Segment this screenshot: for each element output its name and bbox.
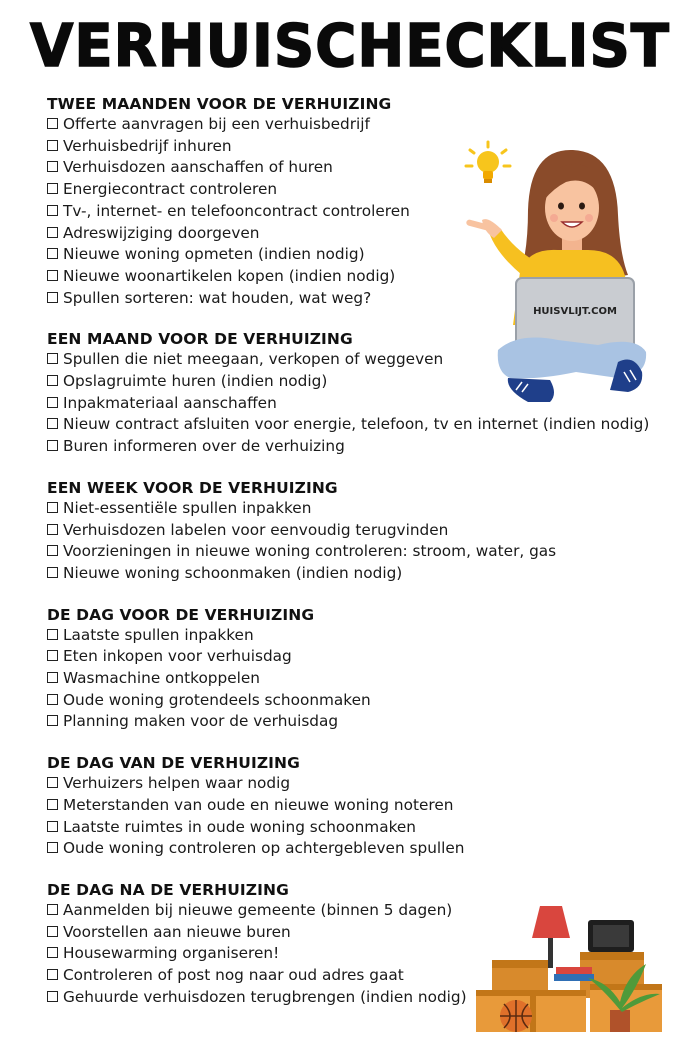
checklist-item: Laatste ruimtes in oude woning schoonmaken [47, 817, 667, 839]
checkbox-icon [47, 777, 58, 788]
checkbox-icon [47, 397, 58, 408]
checkbox-icon [47, 629, 58, 640]
section-heading: EEN WEEK VOOR DE VERHUIZING [47, 478, 338, 497]
checkbox-icon [47, 694, 58, 705]
checklist-item: Buren informeren over de verhuizing [47, 436, 667, 458]
checklist-item: Aanmelden bij nieuwe gemeente (binnen 5 dagen) [47, 900, 667, 922]
basketball-icon [500, 1000, 532, 1032]
checkbox-icon [47, 140, 58, 151]
checklist-item: Wasmachine ontkoppelen [47, 668, 667, 690]
checkbox-icon [47, 502, 58, 513]
checkbox-icon [47, 161, 58, 172]
checkbox-icon [47, 969, 58, 980]
checklist-item: Adreswijziging doorgeven [47, 223, 667, 245]
checkbox-icon [47, 545, 58, 556]
checkbox-icon [47, 248, 58, 259]
lightbulb-icon [466, 142, 510, 183]
checkbox-icon [47, 270, 58, 281]
checkbox-icon [47, 672, 58, 683]
checklist-item: Tv-, internet- en telefooncontract controleren [47, 201, 667, 223]
checkbox-icon [47, 926, 58, 937]
checkbox-icon [47, 183, 58, 194]
checklist-item: Offerte aanvragen bij een verhuisbedrijf [47, 114, 667, 136]
checkbox-icon [47, 227, 58, 238]
checklist-item: Inpakmateriaal aanschaffen [47, 393, 667, 415]
checkbox-icon [47, 821, 58, 832]
checklist-item: Nieuwe woning schoonmaken (indien nodig) [47, 563, 667, 585]
tv-icon [588, 920, 634, 952]
checklist-item: Verhuizers helpen waar nodig [47, 773, 667, 795]
checkbox-icon [47, 524, 58, 535]
checklist-item: Gehuurde verhuisdozen terugbrengen (indien nodig) [47, 987, 667, 1009]
checkbox-icon [47, 440, 58, 451]
checkbox-icon [47, 353, 58, 364]
checklist-item: Eten inkopen voor verhuisdag [47, 646, 667, 668]
checklist-item: Nieuwe woning opmeten (indien nodig) [47, 244, 667, 266]
checklist-item: Housewarming organiseren! [47, 943, 667, 965]
checklist-item: Verhuisdozen labelen voor eenvoudig terugvinden [47, 520, 667, 542]
checklist-item: Oude woning controleren op achtergebleven spullen [47, 838, 667, 860]
checkbox-icon [47, 205, 58, 216]
checklist-item: Voorzieningen in nieuwe woning controleren: stroom, water, gas [47, 541, 667, 563]
checklist-item: Verhuisbedrijf inhuren [47, 136, 667, 158]
checkbox-icon [47, 292, 58, 303]
lamp-icon [532, 906, 570, 968]
checklist-item: Niet-essentiële spullen inpakken [47, 498, 667, 520]
checklist-item: Verhuisdozen aanschaffen of huren [47, 157, 667, 179]
checklist-item: Energiecontract controleren [47, 179, 667, 201]
page-title: VERHUISCHECKLIST [30, 12, 670, 81]
checkbox-icon [47, 567, 58, 578]
checklist-item: Nieuw contract afsluiten voor energie, telefoon, tv en internet (indien nodig) [47, 414, 667, 436]
woman-laptop-illustration [458, 140, 658, 415]
checkbox-icon [47, 118, 58, 129]
section-heading: DE DAG VAN DE VERHUIZING [47, 754, 300, 773]
checklist-item: Oude woning grotendeels schoonmaken [47, 690, 667, 712]
checkbox-icon [47, 375, 58, 386]
section-one-week [47, 478, 667, 585]
checkbox-icon [47, 650, 58, 661]
section-day-before [47, 605, 667, 734]
checkbox-icon [47, 418, 58, 429]
checkbox-icon [47, 842, 58, 853]
checkbox-icon [47, 947, 58, 958]
section-moving-day [47, 753, 667, 860]
checklist-item: Controleren of post nog naar oud adres gaat [47, 965, 667, 987]
section-heading: EEN MAAND VOOR DE VERHUIZING [47, 330, 353, 349]
section-heading: DE DAG NA DE VERHUIZING [47, 880, 289, 899]
checklist-item: Laatste spullen inpakken [47, 625, 667, 647]
checklist-item: Opslagruimte huren (indien nodig) [47, 371, 667, 393]
section-heading: DE DAG VOOR DE VERHUIZING [47, 605, 315, 624]
checkbox-icon [47, 991, 58, 1002]
logo-text: HUISVLIJT.COM [533, 306, 617, 317]
checklist-item: Meterstanden van oude en nieuwe woning noteren [47, 795, 667, 817]
moving-boxes-illustration [470, 898, 670, 1038]
checkbox-icon [47, 904, 58, 915]
checkbox-icon [47, 799, 58, 810]
section-heading: TWEE MAANDEN VOOR DE VERHUIZING [47, 95, 392, 113]
checklist-item: Spullen die niet meegaan, verkopen of weggeven [47, 349, 667, 371]
checklist-item: Nieuwe woonartikelen kopen (indien nodig) [47, 266, 667, 288]
checkbox-icon [47, 715, 58, 726]
checklist-item: Voorstellen aan nieuwe buren [47, 922, 667, 944]
checklist-item: Spullen sorteren: wat houden, wat weg? [47, 288, 667, 310]
checklist-item: Planning maken voor de verhuisdag [47, 711, 667, 733]
